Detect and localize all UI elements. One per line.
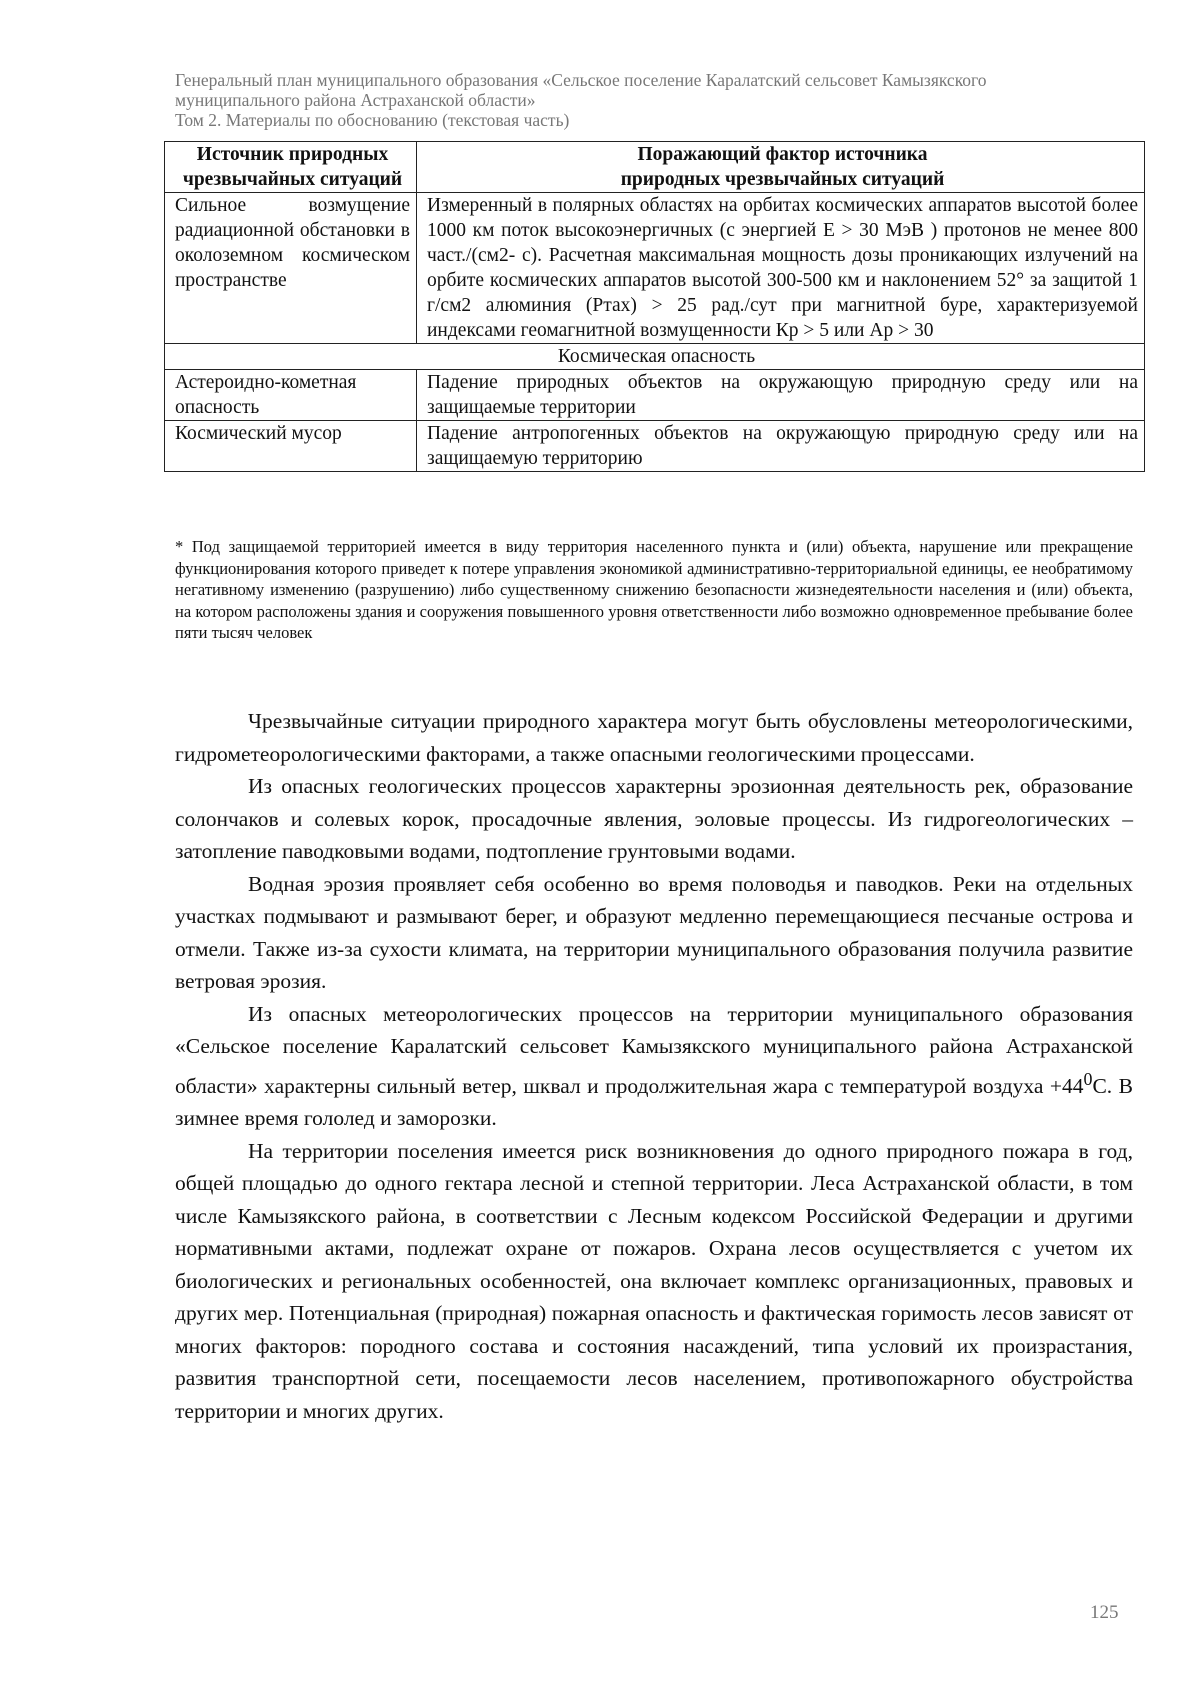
column-header-source [165, 142, 417, 193]
table-footnote: * Под защищаемой территорией имеется в виду территория населенного пункта и (или) объекта, нарушение или прекращение функционирования которого приведет к потере управления экономикой административно-территориальной единицы, ее необратимому негативному изменению (разрушению) либо существенному снижению безопасности жизнедеятельности населения и (или) объекта, на котором расположены здания и сооружения повышенного уровня ответственности либо возможно одновременное пребывание более пяти тысяч человек [175, 537, 1133, 642]
table-row [165, 421, 1145, 472]
table-cell-factor: Измеренный в полярных областях на орбитах космических аппаратов высотой более 1000 км поток высокоэнергичных (с энергией Е > 30 МэВ ) протонов не менее 800 част./(см2- с). Расчетная максимальная мощность дозы проникающих излучений на орбите космических аппаратов высотой 300-500 км и наклонением 52° за защитой 1 г/см2 алюминия (Ртах) > 25 рад./сут при магнитной буре, характеризуемой индексами геомагнитной возмущенности Кр > 5 или Ар > 30 [417, 193, 1145, 344]
body-text [175, 705, 1133, 1427]
table-row [165, 193, 1145, 344]
table-cell-source: Сильное возмущение радиационной обстановки в околоземном космическом пространстве [165, 193, 417, 344]
table-section-row [165, 344, 1145, 370]
paragraph: Из опасных геологических процессов характерны эрозионная деятельность рек, образование солончаков и солевых корок, просадочные явления, эоловые процессы. Из гидрогеологических – затопление паводковыми водами, подтопление грунтовыми водами. [175, 774, 1133, 863]
column-header-factor [417, 142, 1145, 193]
header-line-2: муниципального района Астраханской области» [175, 90, 536, 110]
table-header-row [165, 142, 1145, 193]
temperature-superscript: 0 [1083, 1068, 1093, 1089]
paragraph: Чрезвычайные ситуации природного характера могут быть обусловлены метеорологическими, гидрометеорологическими факторами, а также опасными геологическими процессами. [175, 709, 1133, 766]
table-cell-source: Космический мусор [165, 421, 417, 472]
column-header-source-line-1: Источник природных [196, 144, 389, 165]
table-cell-source: Астероидно-кометная опасность [165, 370, 417, 421]
paragraph-text: Из опасных метеорологических процессов на территории муниципального образования «Сельское поселение Каралатский сельсовет Камызякского муниципального района Астраханской области» характерны сильный ветер, шквал и продолжительная жара с температурой воздуха +44 [175, 1001, 1133, 1098]
column-header-factor-line-1: Поражающий фактор источника [637, 144, 928, 165]
table-cell-factor: Падение природных объектов на окружающую природную среду или на защищаемые территории [417, 370, 1145, 421]
header-line-1: Генеральный план муниципального образования «Сельское поселение Каралатский сельсовет Камызякского [175, 70, 987, 90]
running-header [175, 70, 1135, 130]
table-section-title: Космическая опасность [165, 344, 1145, 370]
page-number: 125 [1090, 1602, 1119, 1623]
table-cell-factor: Падение антропогенных объектов на окружающую природную среду или на защищаемую территорию [417, 421, 1145, 472]
column-header-source-line-2: чрезвычайных ситуаций [182, 169, 403, 190]
column-header-factor-line-2: природных чрезвычайных ситуаций [620, 169, 945, 190]
paragraph: Водная эрозия проявляет себя особенно во время половодья и паводков. Реки на отдельных участках подмывают и размывают берег, и образуют медленно перемещающиеся песчаные острова и отмели. Также из-за сухости климата, на территории муниципального образования получила развитие ветровая эрозия. [175, 871, 1133, 993]
paragraph: На территории поселения имеется риск возникновения до одного природного пожара в год, общей площадью до одного гектара лесной и степной территории. Леса Астраханской области, в том числе Камызякского района, в соответствии с Лесным кодексом Российской Федерации и другими нормативными актами, подлежат охране от пожаров. Охрана лесов осуществляется с учетом их биологических и региональных особенностей, она включает комплекс организационных, правовых и других мер. Потенциальная (природная) пожарная опасность и фактическая горимость лесов зависят от многих факторов: породного состава и состояния насаждений, типа условий их произрастания, развития транспортной сети, посещаемости лесов населением, противопожарного обустройства территории и многих других. [175, 1138, 1133, 1423]
table-row [165, 370, 1145, 421]
paragraph [175, 998, 1133, 1135]
header-line-3: Том 2. Материалы по обоснованию (текстовая часть) [175, 110, 570, 130]
paragraph-text: С. В зимнее время гололед и заморозки. [175, 1073, 1133, 1131]
hazards-table [164, 141, 1145, 472]
